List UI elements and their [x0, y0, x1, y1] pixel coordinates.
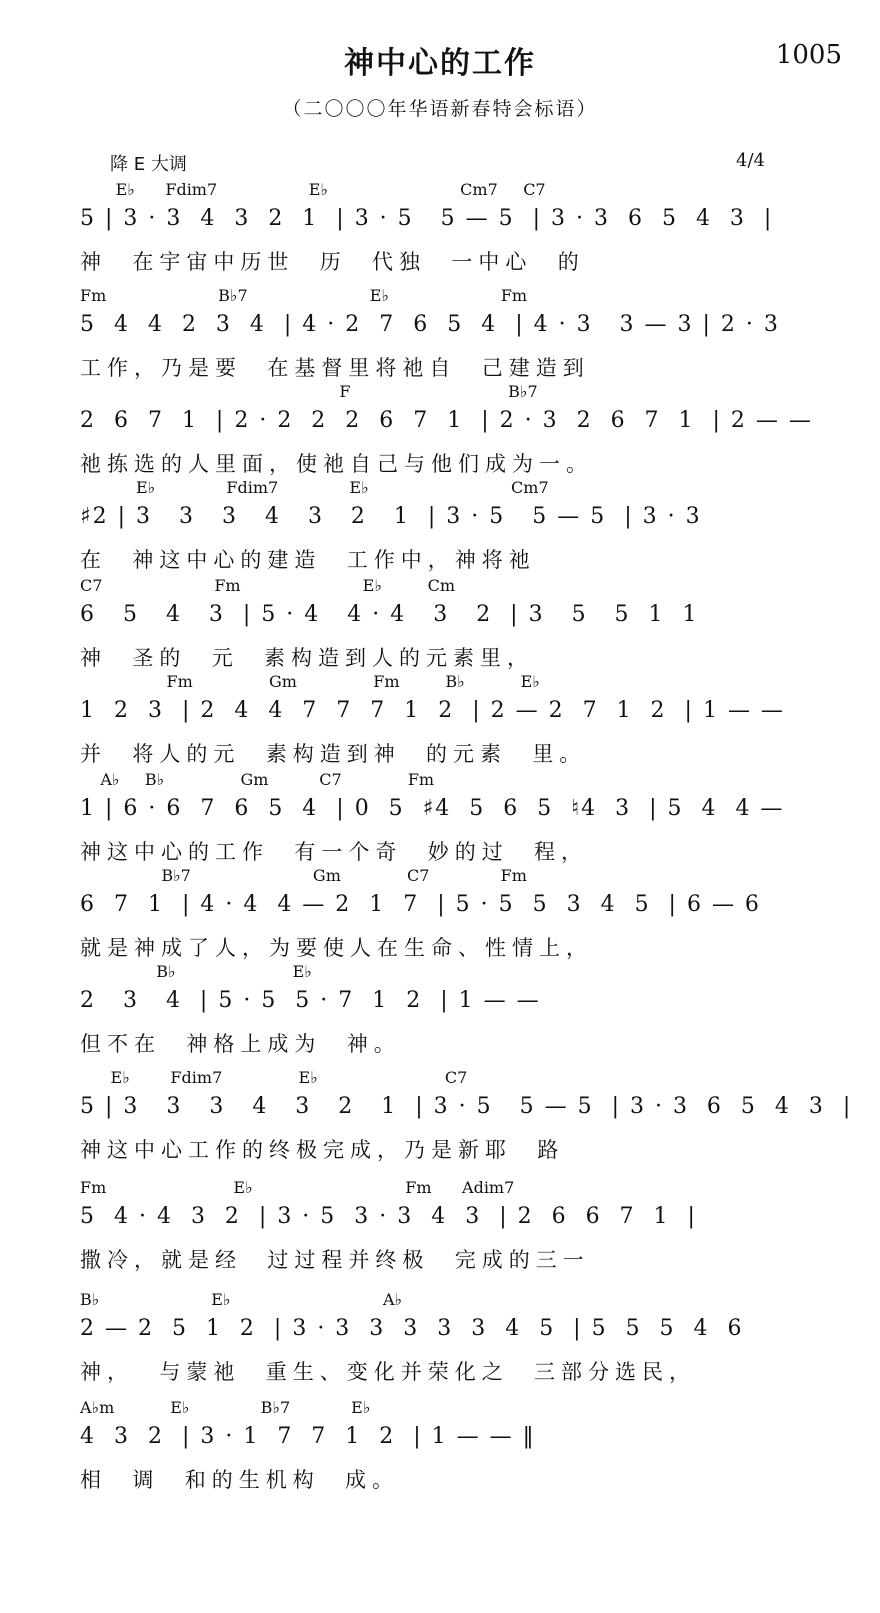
song-subtitle: （二〇〇〇年华语新春特会标语）: [282, 98, 598, 120]
notation-line: 2 — 2 5 1 2 | 3 · 3 3 3 3 3 4 5 | 5 5 5 4 6: [80, 1316, 744, 1341]
chord-line: Fm E♭ Fm Adim7: [80, 1178, 515, 1197]
music-system-9: [80, 962, 795, 1068]
chord-line: A♭m E♭ B♭7 E♭: [80, 1398, 371, 1417]
lyrics-line: 工作，乃是要 在基督里将祂自 己建造到: [80, 356, 590, 380]
chord-line: Fm Gm Fm B♭ E♭: [80, 672, 540, 691]
music-system-1: [80, 180, 795, 286]
lyrics-line: 神这中心工作的终极完成，乃是新耶 路: [80, 1138, 565, 1162]
notation-line: 6 5 4 3 | 5 · 4 4 · 4 3 2 | 3 5 5 1 1: [80, 602, 699, 627]
notation-line: ♯2 | 3 3 3 4 3 2 1 | 3 · 5 5 — 5 | 3 · 3: [80, 504, 702, 529]
music-system-8: [80, 866, 795, 972]
hymn-number: 1005: [775, 40, 842, 70]
chord-line: E♭ Fdim7 E♭ Cm7: [80, 478, 549, 497]
notation-line: 1 | 6 · 6 7 6 5 4 | 0 5 ♯4 5 6 5 ♮4 3 | 5 4 4 —: [80, 796, 785, 821]
chord-line: Fm B♭7 E♭ Fm: [80, 286, 528, 305]
key-signature: 降 E 大调: [110, 154, 187, 175]
lyrics-line: 撒冷，就是经 过过程并终极 完成的三一: [80, 1248, 590, 1272]
lyrics-line: 但不在 神格上成为 神。: [80, 1032, 401, 1056]
music-system-6: [80, 672, 795, 778]
chord-line: B♭ E♭ A♭: [80, 1290, 403, 1309]
chord-line: B♭7 Gm C7 Fm: [80, 866, 527, 885]
music-system-10: [80, 1068, 853, 1174]
chord-line: B♭ E♭: [80, 962, 312, 981]
lyrics-line: 并 将人的元 素构造到神 的元素 里。: [80, 742, 587, 766]
music-system-11: [80, 1178, 795, 1284]
music-system-13: [80, 1398, 795, 1504]
song-title: 神中心的工作: [344, 46, 536, 81]
music-system-3: [80, 382, 813, 488]
notation-line: 2 6 7 1 | 2 · 2 2 2 6 7 1 | 2 · 3 2 6 7 1 | 2 — —: [80, 408, 813, 433]
notation-line: 5 4 · 4 3 2 | 3 · 5 3 · 3 4 3 | 2 6 6 7 1 |: [80, 1204, 697, 1229]
lyrics-line: 在 神这中心的建造 工作中，神将祂: [80, 548, 536, 572]
notation-line: 6 7 1 | 4 · 4 4 — 2 1 7 | 5 · 5 5 3 4 5 | 6 — 6: [80, 892, 761, 917]
music-system-5: [80, 576, 795, 682]
lyrics-line: 就是神成了人，为要使人在生命、性情上，: [80, 936, 593, 960]
lyrics-line: 相 调 和的生机构 成。: [80, 1468, 400, 1492]
lyrics-line: 神 圣的 元 素构造到人的元素里，: [80, 646, 535, 670]
notation-line: 5 4 4 2 3 4 | 4 · 2 7 6 5 4 | 4 · 3 3 — 3 | 2 · 3: [80, 312, 780, 337]
music-system-7: [80, 770, 795, 876]
music-system-2: [80, 286, 795, 392]
notation-line: 5 | 3 · 3 4 3 2 1 | 3 · 5 5 — 5 | 3 · 3 6 5 4 3 |: [80, 206, 774, 231]
lyrics-line: 神 在宇宙中历世 历 代独 一中心 的: [80, 250, 585, 274]
chord-line: F B♭7: [80, 382, 538, 401]
lyrics-line: 神这中心的工作 有一个奇 妙的过 程，: [80, 840, 589, 864]
notation-line: 5 | 3 3 3 4 3 2 1 | 3 · 5 5 — 5 | 3 · 3 6 5 4 3 |: [80, 1094, 853, 1119]
chord-line: C7 Fm E♭ Cm: [80, 576, 456, 595]
lyrics-line: 祂拣选的人里面，使祂自己与他们成为一。: [80, 452, 593, 476]
music-system-4: [80, 478, 795, 584]
chord-line: E♭ Fdim7 E♭ Cm7 C7: [80, 180, 546, 199]
notation-line: 1 2 3 | 2 4 4 7 7 7 1 2 | 2 — 2 7 1 2 | 1 — —: [80, 698, 785, 723]
chord-line: E♭ Fdim7 E♭ C7: [80, 1068, 468, 1087]
music-system-12: [80, 1290, 795, 1396]
notation-line: 2 3 4 | 5 · 5 5 · 7 1 2 | 1 — —: [80, 988, 541, 1013]
chord-line: A♭ B♭ Gm C7 Fm: [80, 770, 435, 789]
lyrics-line: 神， 与蒙祂 重生、变化并荣化之 三部分选民，: [80, 1360, 697, 1384]
time-signature: 4/4: [736, 150, 765, 171]
notation-line: 4 3 2 | 3 · 1 7 7 1 2 | 1 — — ‖: [80, 1424, 536, 1449]
